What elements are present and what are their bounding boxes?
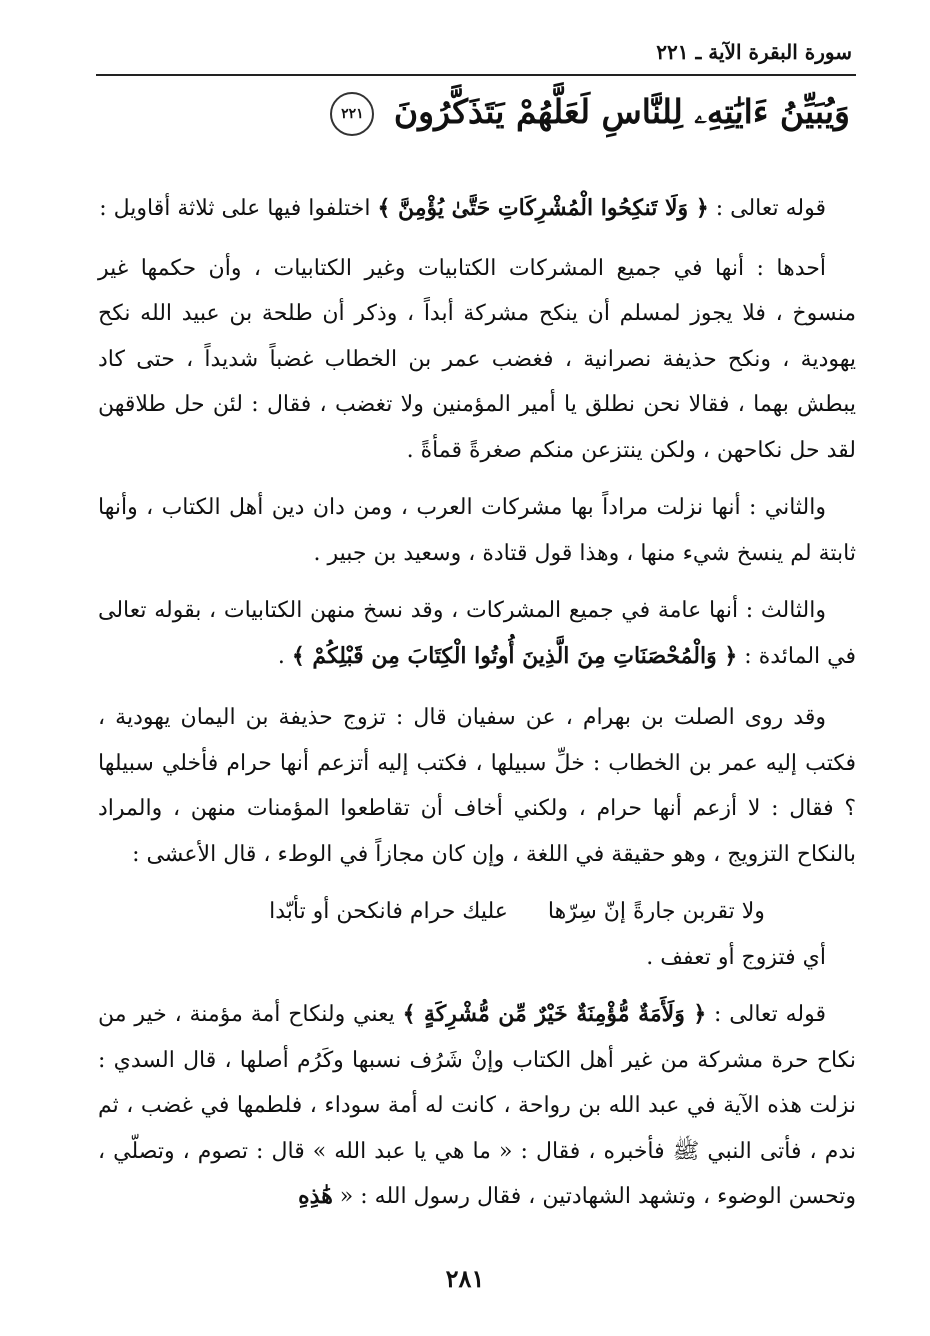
running-head: سورة البقرة الآية ـ ٢٢١ <box>656 40 852 64</box>
poem-first-hemistich: ولا تقربن جارةً إنّ سِرّها <box>547 899 765 924</box>
paragraph-second-opinion: والثاني : أنها نزلت مراداً بها مشركات العرب ، ومن دان دين أهل الكتاب ، وأنها ثابتة لم ينسخ شيء منها ، وهذا قول قتادة ، وسعيد بن جبير . <box>98 495 856 566</box>
paragraph-believing-slave <box>98 992 856 1220</box>
poem-second-hemistich: عليك حرام فانكحن أو تأبّدا <box>269 899 508 924</box>
verse-text: وَيُبَيِّنُ ءَايَٰتِهِۦ لِلنَّاسِ لَعَلَّهُمْ يَتَذَكَّرُونَ <box>393 92 850 131</box>
page-number: ٢٨١ <box>445 1264 485 1293</box>
quran-quote: ﴿ وَلَأَمَةٌ مُّؤْمِنَةٌ خَيْرٌ مِّن مُّشْرِكَةٍ ﴾ <box>402 1001 707 1027</box>
paragraph-narration: وقد روى الصلت بن بهرام ، عن سفيان قال : تزوج حذيفة بن اليمان يهودية ، فكتب إليه عمر بن الخطاب : خلِّ سبيلها ، فكتب إليه أتزعم أنها حرام فأخلي سبيلها ؟ فقال : لا أزعم أنها حرام ، ولكني أخاف أن تقاطعوا المؤمنات منهن ، والمراد بالنكاح التزويج ، وهو حقيقة في اللغة ، وإن كان مجازاً في الوطء ، قال الأعشى : <box>98 705 856 867</box>
paragraph-gloss: أي فتزوج أو تعفف . <box>646 944 826 970</box>
quran-quote: ﴿ وَالْمُحْصَنَاتِ مِنَ الَّذِينَ أُوتُوا الْكِتَابَ مِن قَبْلِكُمْ ﴾ <box>291 642 738 669</box>
paragraph-text: اختلفوا فيها على ثلاثة أقاويل : <box>99 196 378 221</box>
paragraph-text: . <box>277 643 292 669</box>
ayah-number-marker: ٢٢١ <box>330 92 374 136</box>
quran-quote: ﴿ وَلَا تَنكِحُوا الْمُشْرِكَاتِ حَتَّىٰ يُؤْمِنَّ ﴾ <box>377 195 709 221</box>
paragraph-text: يعني ولنكاح أمة مؤمنة ، خير من نكاح حرة مشركة من غير أهل الكتاب وإنْ شَرُف نسبها وكَرُم أصلها ، قال السدي : نزلت هذه الآية في عبد الله بن رواحة ، كانت له أمة سوداء ، فلطمها في غضب ، ثم ندم ، فأتى النبي ﷺ فأخبره ، فقال : « ما هي يا عبد الله » قال : تصوم ، وتصلّي ، وتحسن الوضوء ، وتشهد الشهادتين ، فقال رسول الله : « <box>98 1002 856 1209</box>
commentary-body <box>98 186 856 1232</box>
paragraph-lead: والثالث : أنها عامة في جميع المشركات ، وقد نسخ منهن الكتابيات ، بقوله تعالى في المائدة : <box>98 598 856 669</box>
paragraph-lead: قوله تعالى : <box>706 1002 826 1027</box>
header-rule <box>96 74 856 76</box>
hadith-quote-start: هَٰذِهِ <box>298 1183 333 1209</box>
quran-verse <box>330 92 850 136</box>
paragraph-first-opinion: أحدها : أنها في جميع المشركات الكتابيات وغير الكتابيات ، وأن حكمها غير منسوخ ، فلا يجوز لمسلم أن ينكح مشركة أبداً ، وذكر أن طلحة بن عبيد الله نكح يهودية ، ونكح حذيفة نصرانية ، فغضب عمر بن الخطاب غضباً شديداً ، حتى كاد يبطش بهما ، فقالا نحن نطلق يا أمير المؤمنين ولا تغضب ، فقال : لئن حل طلاقهن لقد حل نكاحهن ، ولكن ينتزعن منكم صغرةً قمأةً . <box>98 255 856 463</box>
poetry-verse <box>98 889 856 935</box>
paragraph-lead: قوله تعالى : <box>708 196 826 221</box>
paragraph-intro <box>98 186 856 232</box>
paragraph-third-opinion <box>98 588 856 679</box>
